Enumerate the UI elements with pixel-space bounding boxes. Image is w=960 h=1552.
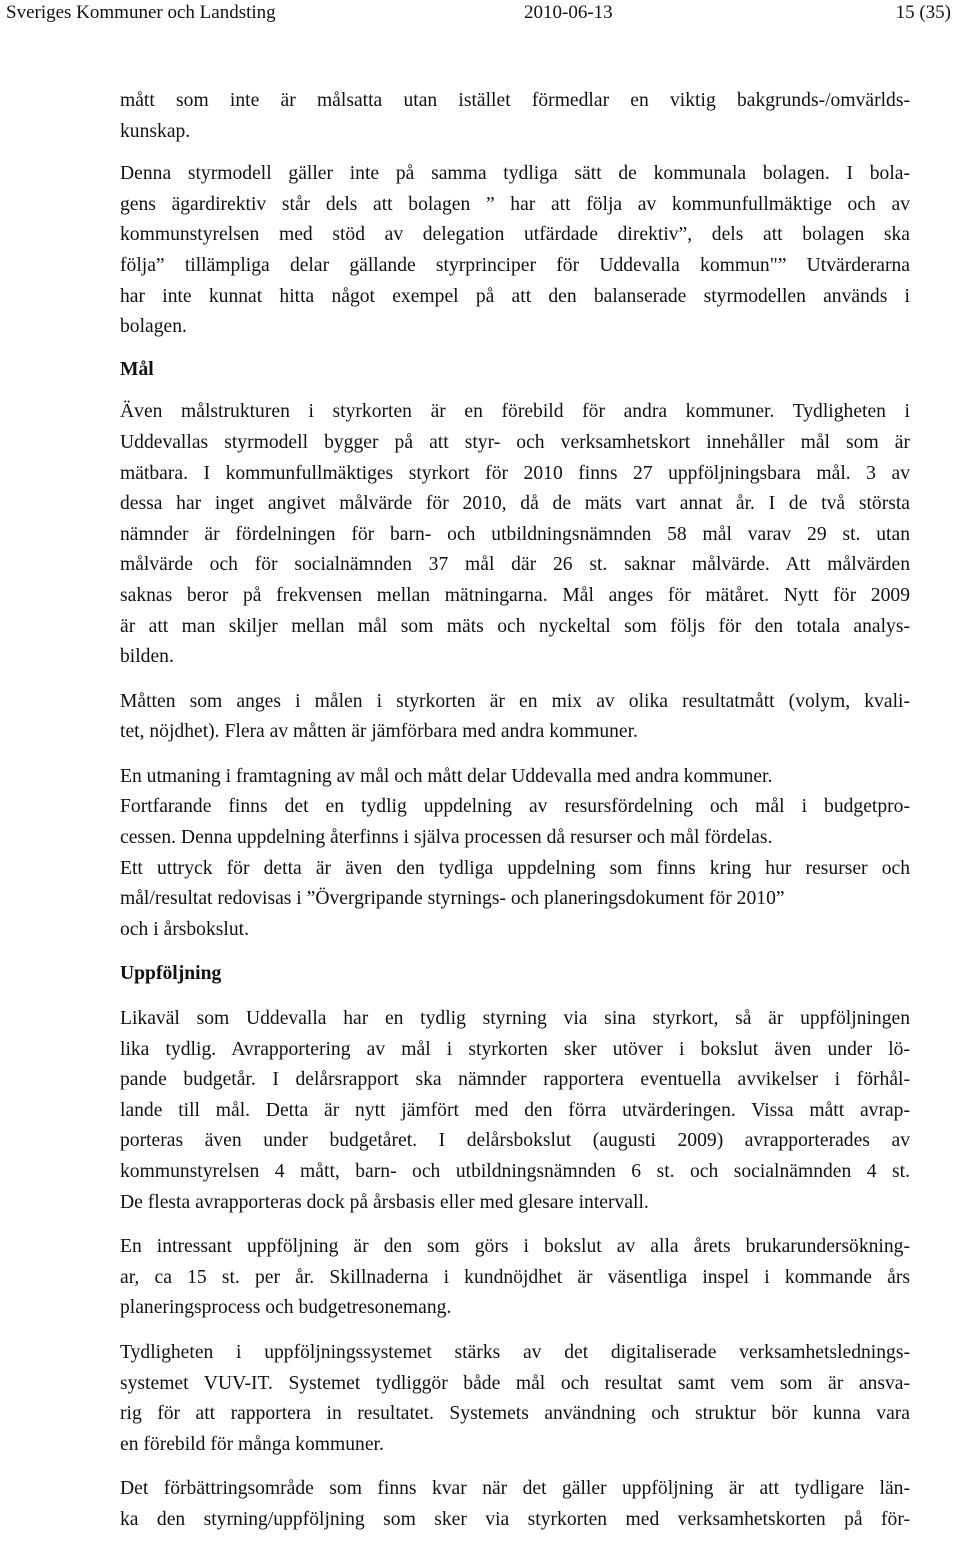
text-line: bilden. <box>120 646 174 668</box>
text-line: följa” tillämpliga delar gällande styrprinciper för Uddevalla kommun"” Utvärderarna <box>120 254 910 276</box>
text-line: nämnder är fördelningen för barn- och utbildningsnämnden 58 mål varav 29 st. utan <box>120 523 910 545</box>
text-line: en förebild för många kommuner. <box>120 1433 384 1455</box>
text-line: lika tydlig. Avrapportering av mål i styrkorten sker utöver i bokslut även under lö- <box>120 1038 910 1060</box>
paragraph-7 <box>120 1232 910 1324</box>
header-date: 2010-06-13 <box>524 2 613 23</box>
text-line: planeringsprocess och budgetresonemang. <box>120 1297 452 1319</box>
paragraph-1 <box>120 86 910 147</box>
text-line: Denna styrmodell gäller inte på samma tydliga sätt de kommunala bolagen. I bola- <box>120 163 910 185</box>
text-line: mått som inte är målsatta utan istället förmedlar en viktig bakgrunds-/omvärlds- <box>120 90 910 111</box>
text-line: bolagen. <box>120 316 187 338</box>
text-line: Tydligheten i uppföljningssystemet stärks av det digitaliserade verksamhetslednings- <box>120 1341 910 1363</box>
section-heading-uppfoljning: Uppföljning <box>120 963 222 985</box>
text-line: gens ägardirektiv står dels att bolagen ” har att följa av kommunfullmäktige och av <box>120 193 910 215</box>
text-line: ar, ca 15 st. per år. Skillnaderna i kundnöjdhet är väsentliga inspel i kommande års <box>120 1266 910 1288</box>
text-line: pande budgetår. I delårsrapport ska nämnder rapportera eventuella avvikelser i förhål- <box>120 1069 910 1091</box>
text-line: En intressant uppföljning är den som görs i bokslut av alla årets brukarundersökning- <box>120 1236 910 1258</box>
text-line: cessen. Denna uppdelning återfinns i själva processen då resurser och mål fördelas. <box>120 827 773 849</box>
text-line: kunskap. <box>120 120 191 142</box>
paragraph-6 <box>120 1004 910 1218</box>
paragraph-5 <box>120 762 910 946</box>
text-line: kommunstyrelsen 4 mått, barn- och utbildningsnämnden 6 st. och socialnämnden 4 st. <box>120 1161 910 1182</box>
text-line: Likaväl som Uddevalla har en tydlig styrning via sina styrkort, så är uppföljningen <box>120 1008 910 1030</box>
text-line: har inte kunnat hitta något exempel på att den balanserade styrmodellen används i <box>120 285 910 307</box>
header-page-number: 15 (35) <box>895 2 951 23</box>
text-line: Fortfarande finns det en tydlig uppdelning av resursfördelning och mål i budgetpro- <box>120 796 910 818</box>
text-line: saknas beror på frekvensen mellan mätningarna. Mål anges för mätåret. Nytt för 2009 <box>120 584 910 606</box>
text-line: ka den styrning/uppföljning som sker via styrkorten med verksamhetskorten på för- <box>120 1508 910 1530</box>
paragraph-9 <box>120 1474 910 1535</box>
text-line: mål/resultat redovisas i ”Övergripande styrnings- och planeringsdokument för 2010” <box>120 888 785 910</box>
text-line: målvärde och för socialnämnden 37 mål där 26 st. saknar målvärde. Att målvärden <box>120 554 910 576</box>
text-line: Uddevallas styrmodell bygger på att styr- och verksamhetskort innehåller mål som är <box>120 431 910 453</box>
text-line: är att man skiljer mellan mål som mäts och nyckeltal som följs för den totala analys- <box>120 615 910 637</box>
text-line: rig för att rapportera in resultatet. Systemets användning och struktur bör kunna vara <box>120 1403 910 1425</box>
text-line: Måtten som anges i målen i styrkorten är en mix av olika resultatmått (volym, kvali- <box>120 690 910 712</box>
text-line: dessa har inget angivet målvärde för 2010, då de mäts vart annat år. I de två största <box>120 493 910 515</box>
text-line: kommunstyrelsen med stöd av delegation utfärdade direktiv”, dels att bolagen ska <box>120 224 910 246</box>
text-line: Även målstrukturen i styrkorten är en förebild för andra kommuner. Tydligheten i <box>120 401 910 423</box>
section-heading-mal: Mål <box>120 358 154 380</box>
text-line: systemet VUV-IT. Systemet tydliggör både mål och resultat samt vem som är ansva- <box>120 1372 910 1394</box>
text-line: mätbara. I kommunfullmäktiges styrkort för 2010 finns 27 uppföljningsbara mål. 3 av <box>120 462 910 484</box>
paragraph-2 <box>120 159 910 343</box>
paragraph-8 <box>120 1338 910 1460</box>
header-organization: Sveriges Kommuner och Landsting <box>6 2 276 23</box>
paragraph-4 <box>120 687 910 748</box>
text-line: Ett uttryck för detta är även den tydliga uppdelning som finns kring hur resurser och <box>120 857 910 879</box>
text-line: och i årsbokslut. <box>120 918 249 940</box>
paragraph-3 <box>120 397 910 672</box>
text-line: En utmaning i framtagning av mål och mått delar Uddevalla med andra kommuner. <box>120 765 773 787</box>
page-header <box>0 0 960 28</box>
text-line: tet, nöjdhet). Flera av måtten är jämförbara med andra kommuner. <box>120 721 638 743</box>
text-line: Det förbättringsområde som finns kvar när det gäller uppföljning är att tydligare län- <box>120 1478 910 1500</box>
text-line: lande till mål. Detta är nytt jämfört med den förra utvärderingen. Vissa mått avrap- <box>120 1099 910 1121</box>
document-body <box>120 86 910 1536</box>
text-line: porteras även under budgetåret. I delårsbokslut (augusti 2009) avrapporterades av <box>120 1130 910 1152</box>
text-line: De flesta avrapporteras dock på årsbasis eller med glesare intervall. <box>120 1191 649 1213</box>
